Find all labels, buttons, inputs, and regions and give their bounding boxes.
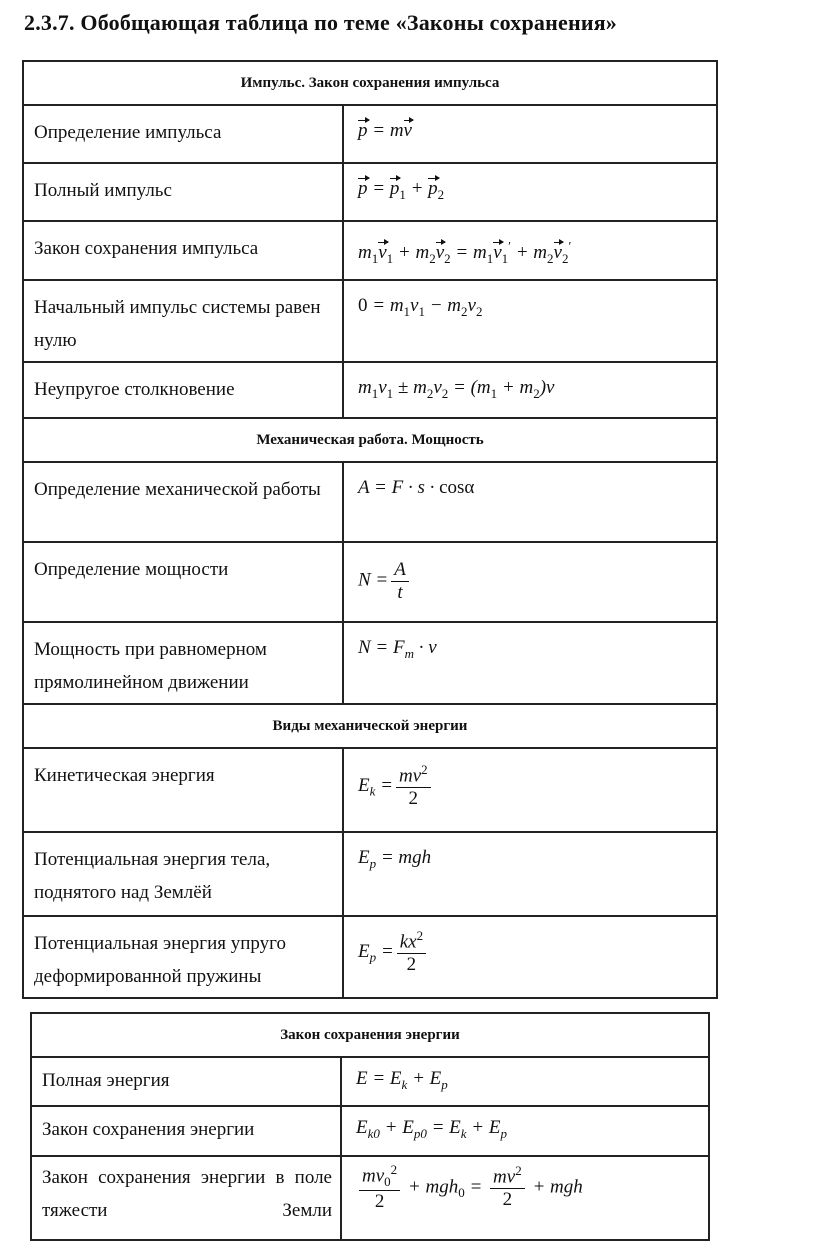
row-label: Закон сохранения энергии [31,1106,341,1156]
formula-momentum-conservation: $m_1v_1 + m_2v_2 = m_1v_1' + m_2v_2'$ [358,242,571,263]
row-label: Потенциальная энергия упруго деформированной пружины [23,916,343,998]
table-row [23,105,717,163]
table-row [23,221,717,280]
row-label: Мощность при равномерном прямолинейном движении [23,622,343,704]
table-row [23,916,717,998]
row-formula [343,832,717,916]
row-label: Неупругое столкновение [23,362,343,418]
row-formula [341,1106,709,1156]
row-label: Потенциальная энергия тела, поднятого над Землёй [23,832,343,916]
formula-total-energy: $E = E_k + E_p$ [356,1068,448,1092]
formula-power-definition: N = $\frac{A}{t}$ [358,559,412,604]
table-row [23,832,717,916]
row-formula [343,362,717,418]
table-row [23,542,717,622]
formula-inelastic-collision: $m_1v_1 \pm m_2v_2 = (m_1 + m_2)v$ [358,377,555,401]
table-row [31,1057,709,1106]
formula-zero-momentum: $0 = m_1v_1 - m_2v_2$ [358,295,483,319]
formula-kinetic-energy: $E_k$ = $\frac{mv^2}{2}$ [358,763,434,810]
formula-potential-energy-height: $E_p$ = mgh [358,847,432,871]
table-row [31,1106,709,1156]
summary-table-2 [30,1012,710,1241]
section-header-row [23,418,717,462]
formula-energy-conservation: $E_{k0} + E_{p0} = E_k + E_p$ [356,1116,507,1141]
row-label: Полная энергия [31,1057,341,1106]
table-row [23,622,717,704]
table-row [23,462,717,542]
section-header: Механическая работа. Мощность [23,418,717,462]
row-formula [343,462,717,542]
formula-energy-conservation-gravity: $\frac{mv_0^2}{2}$ + mgh$_0$ = $\frac{mv^2}{2}$ + mgh [356,1163,583,1213]
row-formula [343,622,717,704]
section-header-row [31,1013,709,1057]
table-row [23,748,717,832]
table-row [23,280,717,362]
section-header: Виды механической энергии [23,704,717,748]
summary-table-1 [22,60,718,999]
row-label: Закон сохранения энергии в поле тяжести Земли [31,1156,341,1240]
row-formula [343,542,717,622]
row-formula [343,280,717,362]
row-label: Кинетическая энергия [23,748,343,832]
formula-potential-energy-spring: $E_p$ = $\frac{kx^2}{2}$ [358,929,429,976]
section-header-row [23,704,717,748]
formula-total-momentum: $p = p_1 + p_2$ [358,178,444,199]
row-formula [343,163,717,221]
row-label: Определение механической работы [23,462,343,542]
table-row [31,1156,709,1240]
formula-power-uniform-motion: $N = F_m \cdot v$ [358,637,437,661]
table-row [23,163,717,221]
row-formula [343,748,717,832]
row-formula [343,105,717,163]
row-formula [343,221,717,280]
section-header: Импульс. Закон сохранения импульса [23,61,717,105]
row-formula [341,1156,709,1240]
row-label: Определение мощности [23,542,343,622]
page-title: 2.3.7. Обобщающая таблица по теме «Законы сохранения» [24,10,617,35]
section-header: Закон сохранения энергии [31,1013,709,1057]
row-label: Определение импульса [23,105,343,163]
section-header-row [23,61,717,105]
row-label: Начальный импульс системы равен нулю [23,280,343,362]
formula-momentum-definition: p = mv [358,120,412,141]
formula-work-definition: A = F · s · cosα [358,477,475,499]
row-label: Полный импульс [23,163,343,221]
row-formula [341,1057,709,1106]
row-formula [343,916,717,998]
table-row [23,362,717,418]
row-label: Закон сохранения импульса [23,221,343,280]
